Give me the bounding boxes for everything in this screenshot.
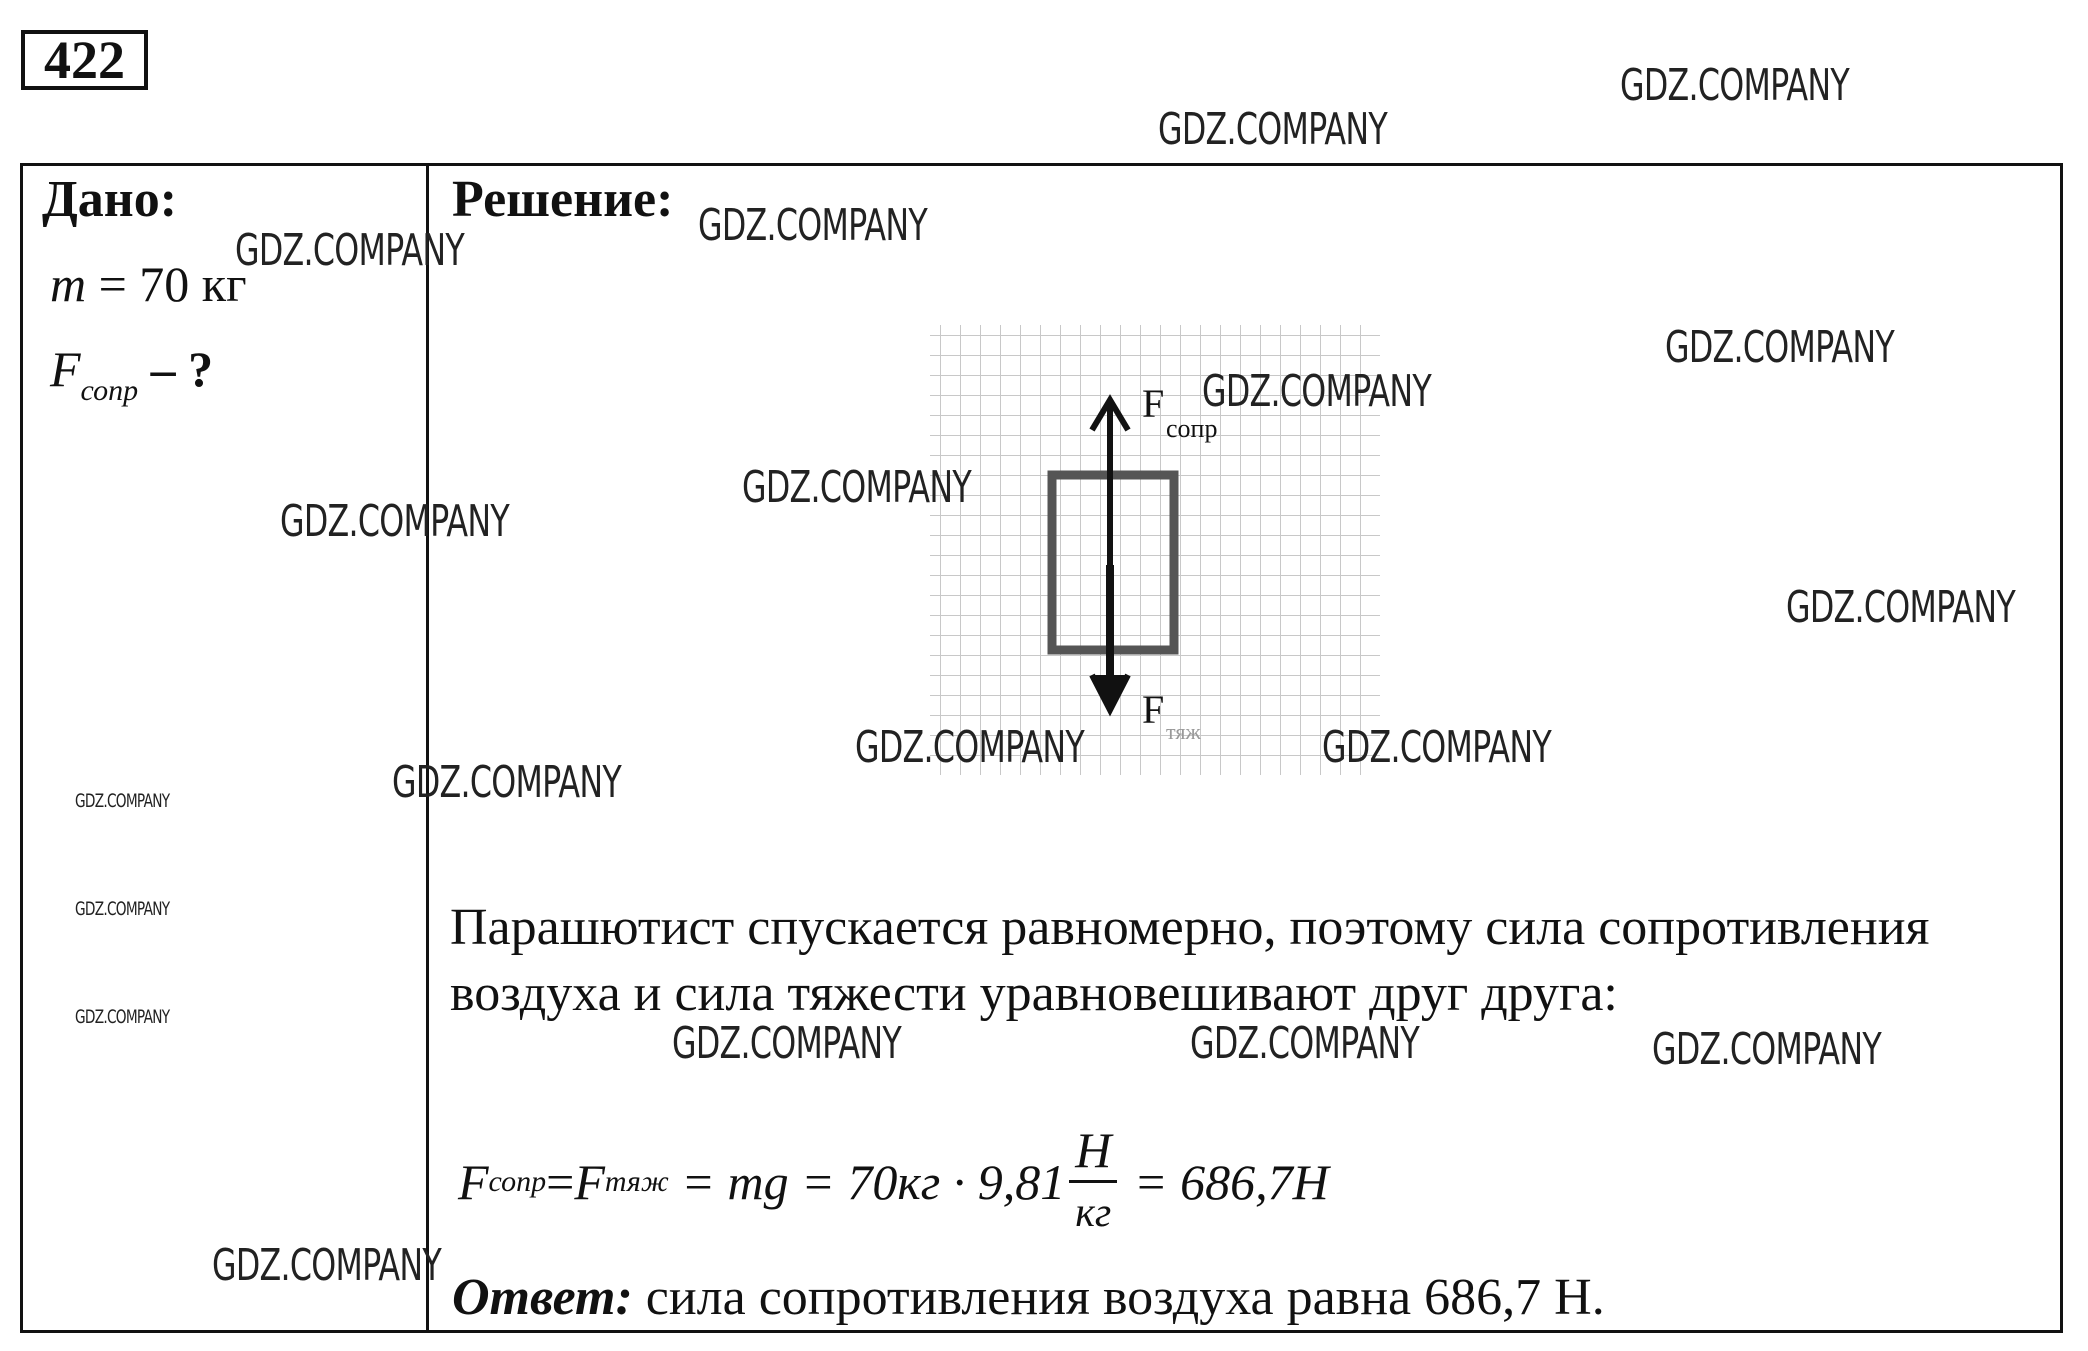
formula-f2: F xyxy=(574,1153,605,1210)
task-number: 422 xyxy=(21,30,148,90)
watermark: GDZ.COMPANY xyxy=(212,1240,441,1291)
watermark: GDZ.COMPANY xyxy=(855,722,1084,773)
watermark: GDZ.COMPANY xyxy=(1620,60,1849,111)
given-unknown xyxy=(50,340,213,408)
formula-f2-sub: тяж xyxy=(604,1164,669,1198)
column-divider xyxy=(426,163,429,1333)
mass-value: = 70 кг xyxy=(98,256,247,312)
explanation-paragraph: Парашютист спускается равномерно, поэтому сила сопротивления воздуха и сила тяжести уравновешивают друг друга: xyxy=(450,899,1930,1022)
watermark: GDZ.COMPANY xyxy=(1190,1018,1419,1069)
formula-f1: F xyxy=(458,1153,489,1210)
answer-label: Ответ: xyxy=(452,1269,633,1326)
watermark: GDZ.COMPANY xyxy=(698,200,927,251)
formula-eq1: = xyxy=(546,1153,575,1210)
fraction-numerator: Н xyxy=(1069,1120,1117,1183)
watermark-small: GDZ.COMPANY xyxy=(75,790,170,812)
up-label: F xyxy=(1142,381,1165,426)
force-query: – ? xyxy=(150,341,214,397)
watermark-small: GDZ.COMPANY xyxy=(75,1006,170,1028)
answer-line xyxy=(452,1268,1605,1327)
watermark: GDZ.COMPANY xyxy=(392,757,621,808)
formula-result: = 686,7Н xyxy=(1121,1153,1329,1210)
force-symbol: F xyxy=(50,341,81,397)
force-subscript: сопр xyxy=(80,374,139,407)
down-label: F xyxy=(1142,687,1165,732)
watermark: GDZ.COMPANY xyxy=(672,1018,901,1069)
fraction-denominator: кг xyxy=(1075,1190,1112,1236)
watermark: GDZ.COMPANY xyxy=(1652,1024,1881,1075)
calculation-formula xyxy=(458,1120,1329,1243)
down-label-sub: тяж xyxy=(1166,719,1201,744)
watermark: GDZ.COMPANY xyxy=(280,496,509,547)
watermark: GDZ.COMPANY xyxy=(235,225,464,276)
formula-fraction xyxy=(1069,1120,1117,1243)
watermark: GDZ.COMPANY xyxy=(1202,366,1431,417)
watermark: GDZ.COMPANY xyxy=(1322,722,1551,773)
given-heading: Дано: xyxy=(42,171,178,228)
watermark: GDZ.COMPANY xyxy=(1158,104,1387,155)
answer-text: сила сопротивления воздуха равна 686,7 Н. xyxy=(632,1269,1605,1326)
watermark: GDZ.COMPANY xyxy=(742,462,971,513)
solution-heading: Решение: xyxy=(452,171,674,228)
watermark: GDZ.COMPANY xyxy=(1786,582,2015,633)
formula-f1-sub: сопр xyxy=(488,1164,547,1198)
given-mass xyxy=(50,255,247,313)
up-label-sub: сопр xyxy=(1166,414,1218,443)
watermark: GDZ.COMPANY xyxy=(1665,322,1894,373)
mass-symbol: m xyxy=(50,256,87,312)
formula-rest: = mg = 70кг · 9,81 xyxy=(668,1153,1066,1210)
watermark-small: GDZ.COMPANY xyxy=(75,898,170,920)
